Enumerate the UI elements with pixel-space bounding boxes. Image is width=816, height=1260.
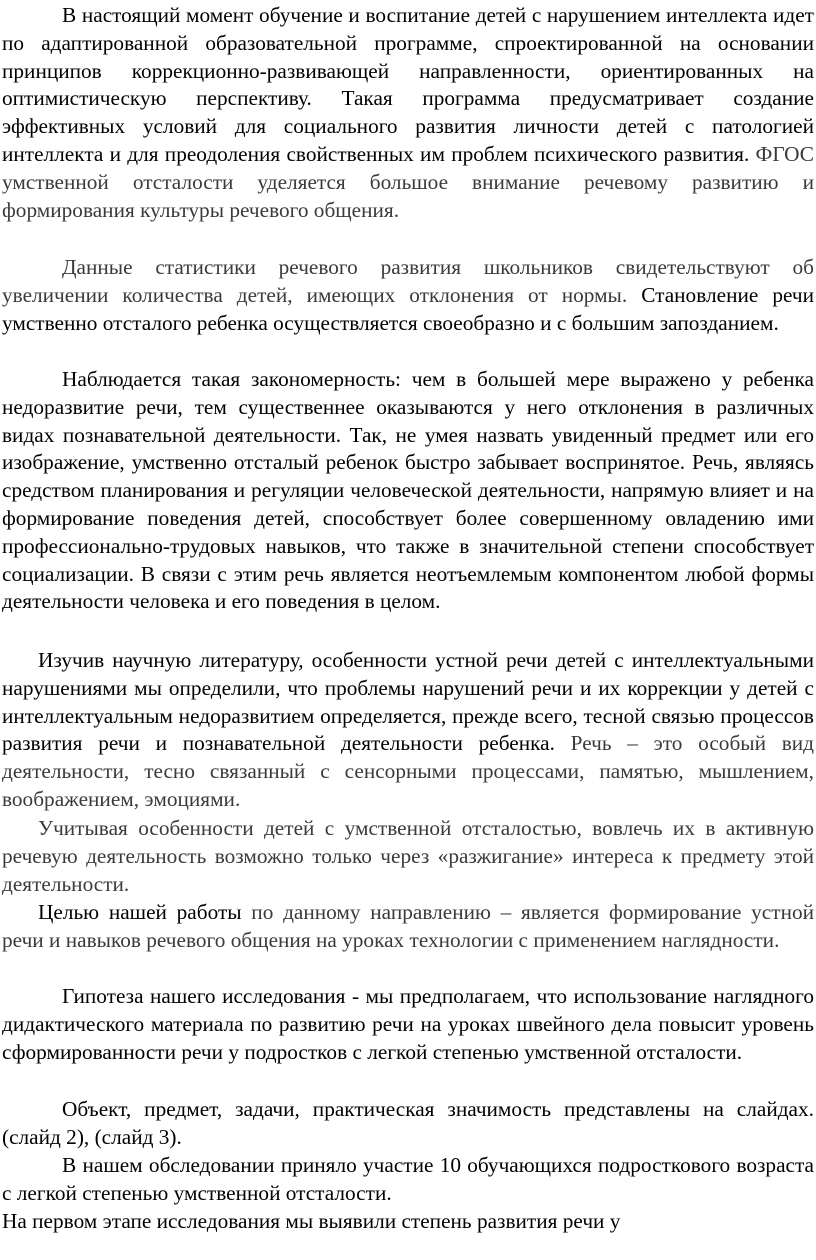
paragraph-1-main-text: В настоящий момент обучение и воспитание детей с нарушением интеллекта идет по адаптированной образовательной программе, спроектированной на основании принципов коррекционно-развивающей направленности, ориентированных на оптимистическую перспективу. Такая программа предусматривает создание эффективных условий для социального развития личности детей с патологией интеллекта и для преодоления свойственных им проблем психического развития. [2, 3, 814, 166]
paragraph-10-first-stage-text: На первом этапе исследования мы выявили степень развития речи у [2, 1209, 621, 1233]
paragraph-3 [2, 366, 814, 616]
paragraph-6-goal-label: Целью нашей работы [38, 900, 242, 924]
paragraph-5-text: Учитывая особенности детей с умственной отсталостью, вовлечь их в активную речевую деятельность возможно только через «разжигание» интереса к предмету этой деятельности. [2, 816, 814, 896]
paragraph-7 [2, 983, 814, 1066]
paragraph-10 [2, 1208, 814, 1236]
paragraph-2-statistics-text: Данные статистики речевого развития школьников свидетельствуют об увеличении количества детей, имеющих отклонения от нормы. [2, 255, 814, 307]
paragraph-2-speech-text: Становление речи умственно отсталого ребенка осуществляется своеобразно и с большим запозданием. [2, 282, 815, 335]
paragraph-8 [2, 1096, 814, 1152]
paragraph-2 [2, 254, 814, 337]
paragraph-5 [2, 815, 814, 898]
paragraph-8-slides-text: Объект, предмет, задачи, практическая значимость представлены на слайдах. (слайд 2), (слайд 3). [2, 1097, 814, 1149]
paragraph-1-fgos-text: ФГОС умственной отсталости уделяется большое внимание речевому развитию и формирования культуры речевого общения. [2, 141, 815, 222]
paragraph-3-text: Наблюдается такая закономерность: чем в большей мере выражено у ребенка недоразвитие речи, тем существеннее оказываются у него отклонения в различных видах познавательной деятельности. Так, не умея назвать увиденный предмет или его изображение, умственно отсталый ребенок быстро забывает воспринятое. Речь, являясь средством планирования и регуляции человеческой деятельности, напрямую влияет и на формирование поведения детей, способствует более совершенному овладению ими профессионально-трудовых навыков, что также в значительной степени способствует социализации. В связи с этим речь является неотъемлемым компонентом любой формы деятельности человека и его поведения в целом. [2, 367, 814, 614]
paragraph-6 [2, 899, 814, 955]
paragraph-7-hypothesis-text: Гипотеза нашего исследования - мы предполагаем, что использование наглядного дидактического материала по развитию речи на уроках швейного дела повысит уровень сформированности речи у подростков с легкой степенью умственной отсталости. [2, 984, 814, 1064]
paragraph-9-participants-text: В нашем обследовании приняло участие 10 обучающихся подросткового возраста с легкой степенью умственной отсталости. [2, 1153, 814, 1205]
paragraph-4-speech-definition: Речь – это особый вид деятельности, тесно связанный с сенсорными процессами, памятью, мышлением, воображением, эмоциями. [2, 731, 814, 811]
paragraph-6-goal-text: по данному направлению – является формирование устной речи и навыков речевого общения на уроках технологии с применением наглядности. [2, 900, 815, 952]
paragraph-9 [2, 1152, 814, 1208]
paragraph-4-main-text: Изучив научную литературу, особенности устной речи детей с интеллектуальными нарушениями мы определили, что проблемы нарушений речи и их коррекции у детей с интеллектуальным недоразвитием определяется, прежде всего, тесной связью процессов развития речи и познавательной деятельности ребенка. [2, 648, 814, 756]
paragraph-1 [2, 2, 814, 224]
paragraph-4 [2, 647, 814, 814]
